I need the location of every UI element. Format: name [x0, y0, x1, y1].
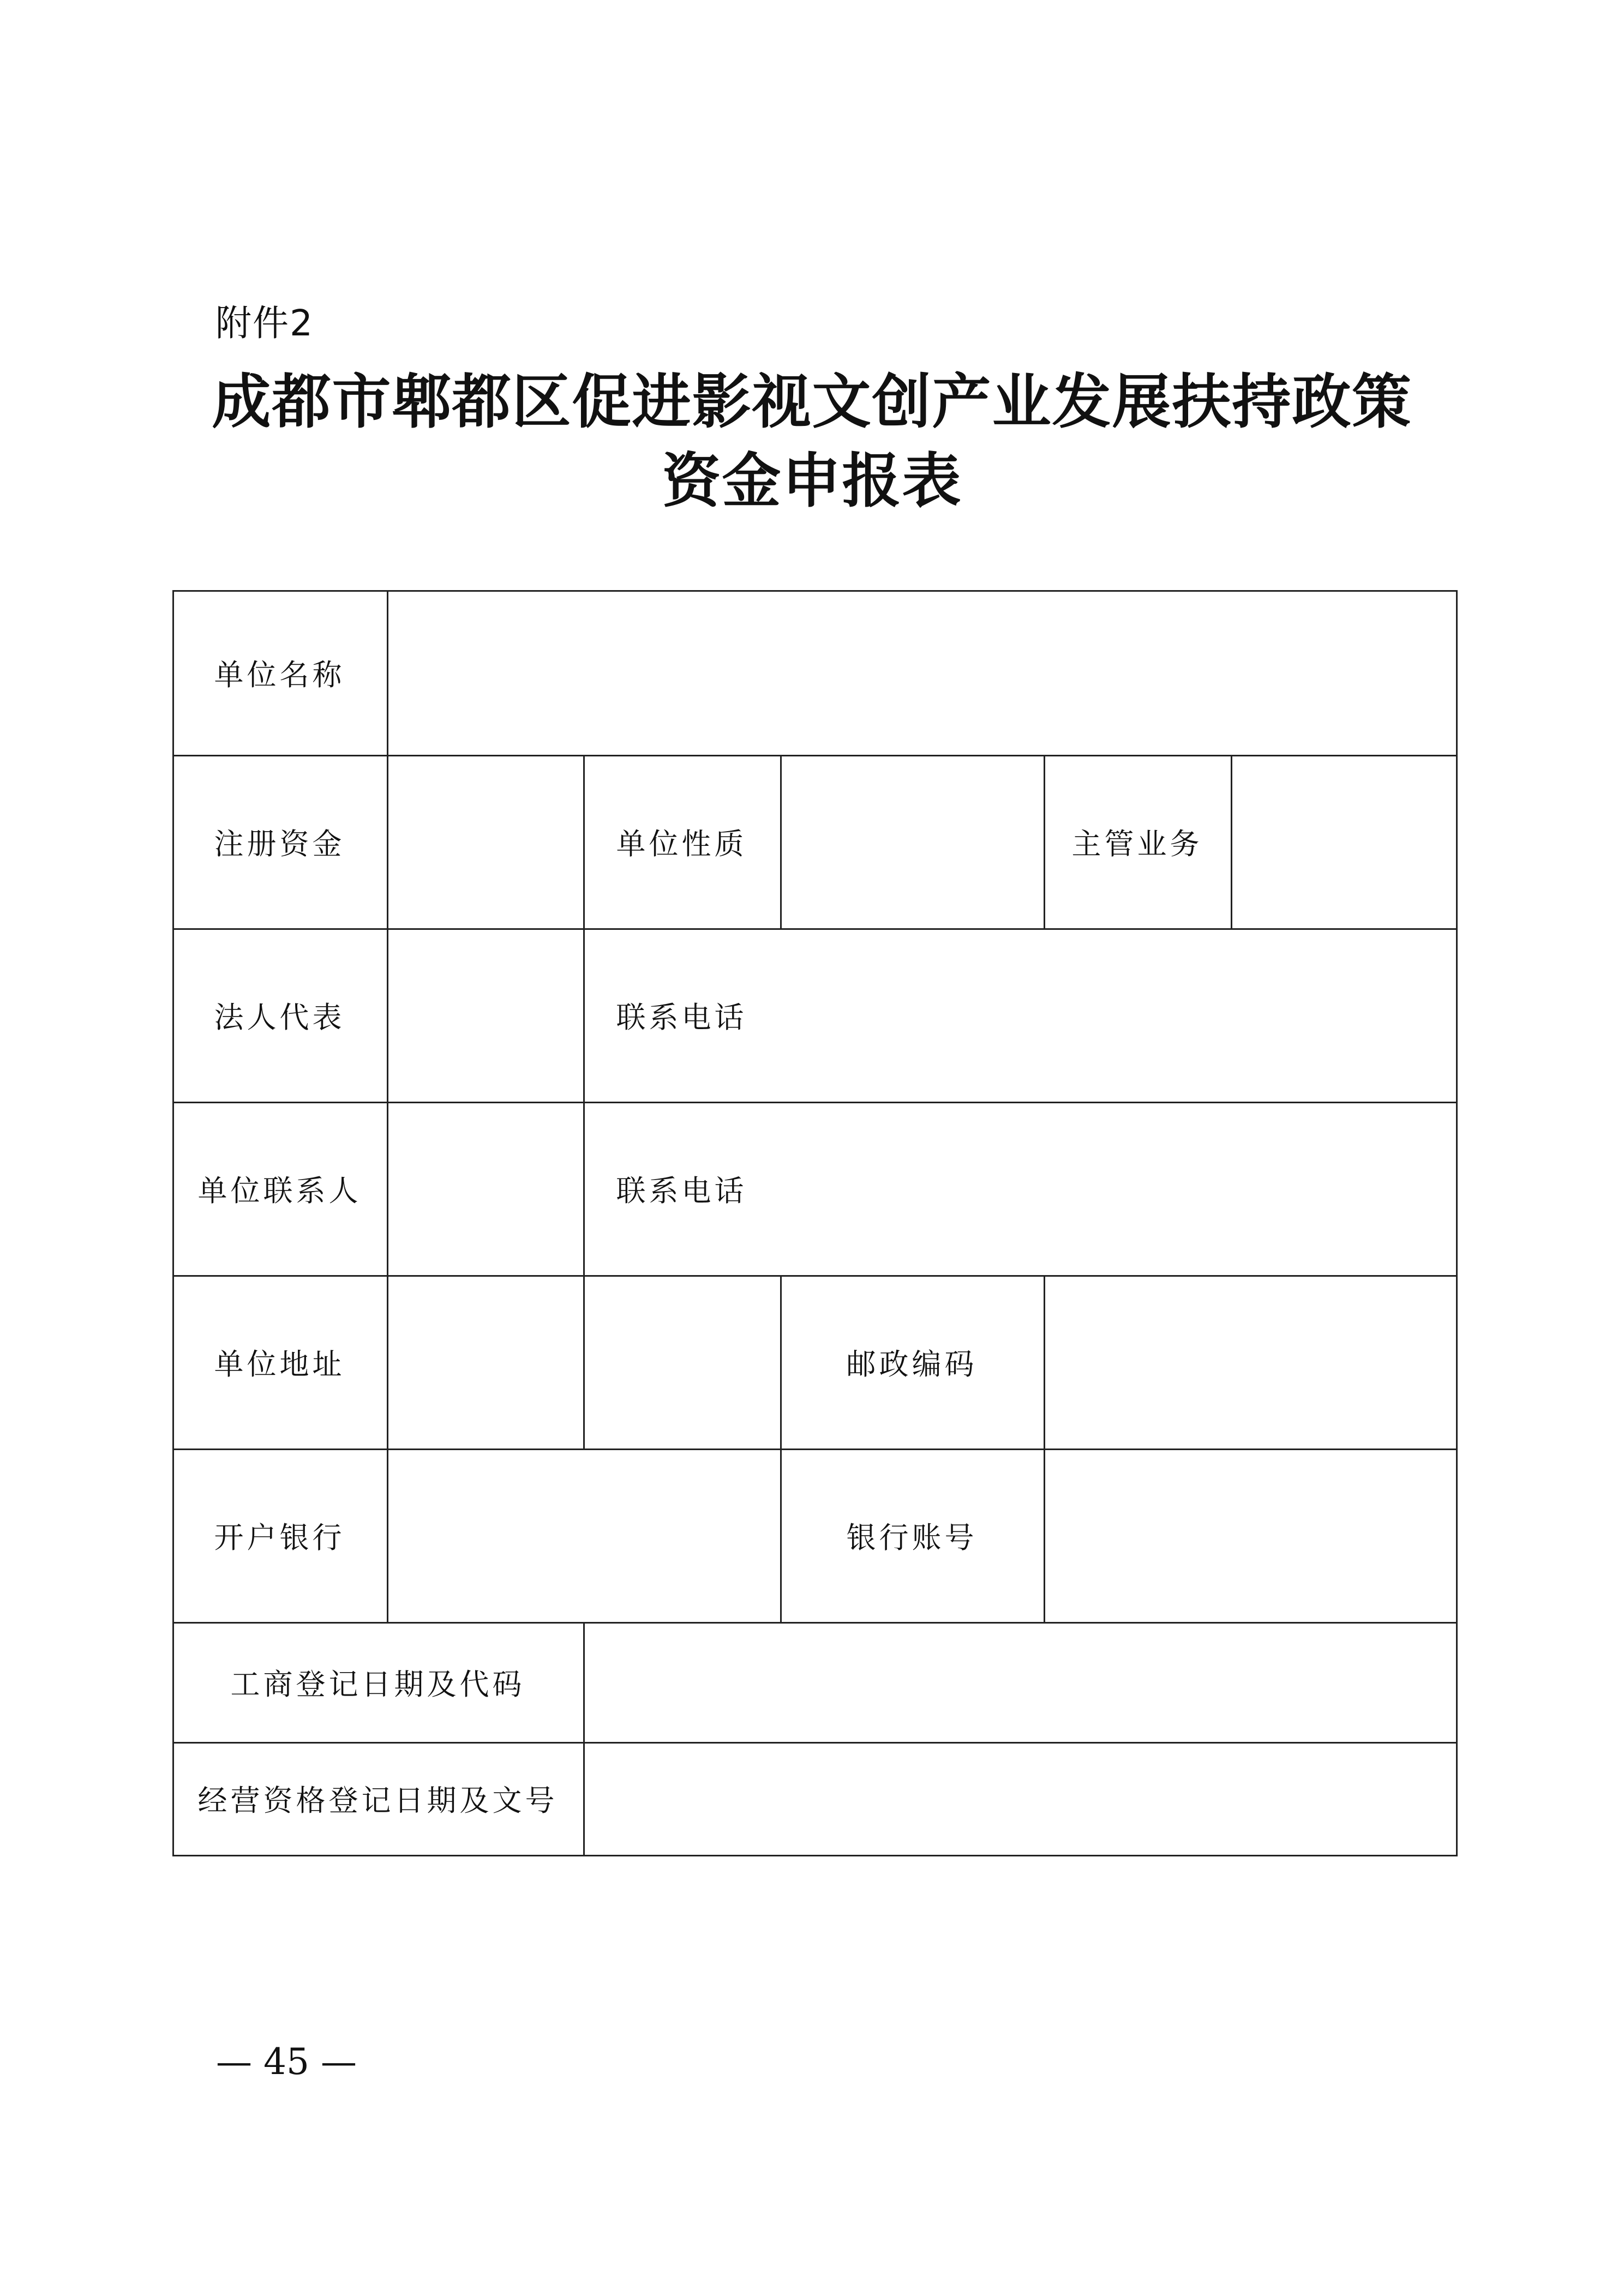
- attachment-label: 附件2: [215, 302, 314, 344]
- legal-representative-label: 法人代表: [214, 1000, 345, 1035]
- bank-account-field[interactable]: [1045, 1450, 1456, 1622]
- legal-representative-field[interactable]: [388, 930, 583, 1102]
- main-business-field[interactable]: [1232, 756, 1456, 928]
- table-border-right: [1456, 590, 1458, 1856]
- main-business-label: 主管业务: [1071, 826, 1203, 861]
- unit-nature-field[interactable]: [782, 756, 1044, 928]
- registered-capital-label: 注册资金: [214, 826, 345, 861]
- qualification-registration-field[interactable]: [585, 1744, 1456, 1855]
- unit-name-label: 单位名称: [214, 657, 345, 692]
- unit-contact-person-field[interactable]: [388, 1103, 583, 1275]
- unit-contact-person-label: 单位联系人: [197, 1173, 362, 1208]
- page-number: — 45 —: [216, 2041, 357, 2083]
- unit-name-field[interactable]: [388, 592, 1456, 755]
- business-registration-field[interactable]: [585, 1624, 1456, 1742]
- unit-address-field[interactable]: [388, 1277, 780, 1448]
- table-border-bottom: [172, 1855, 1458, 1856]
- contact-phone-label-2: 联系电话: [616, 1173, 747, 1208]
- postal-code-field[interactable]: [1045, 1277, 1456, 1448]
- page-title-line-2: 资金申报表: [662, 447, 962, 515]
- postal-code-label: 邮政编码: [846, 1347, 978, 1381]
- qualification-registration-label: 经营资格登记日期及文号: [197, 1783, 558, 1818]
- contact-phone-field[interactable]: [782, 930, 1456, 1102]
- business-registration-label: 工商登记日期及代码: [230, 1667, 525, 1702]
- registered-capital-field[interactable]: [388, 756, 583, 928]
- contact-phone-field-2[interactable]: [782, 1103, 1456, 1275]
- unit-address-label: 单位地址: [214, 1347, 345, 1381]
- bank-field[interactable]: [388, 1450, 780, 1622]
- application-form-table: [172, 590, 1458, 1856]
- contact-phone-label: 联系电话: [616, 1000, 747, 1035]
- bank-account-label: 银行账号: [846, 1520, 978, 1555]
- page-title-line-1: 成都市郫都区促进影视文创产业发展扶持政策: [212, 368, 1412, 436]
- bank-label: 开户银行: [214, 1520, 345, 1555]
- unit-nature-label: 单位性质: [616, 826, 747, 861]
